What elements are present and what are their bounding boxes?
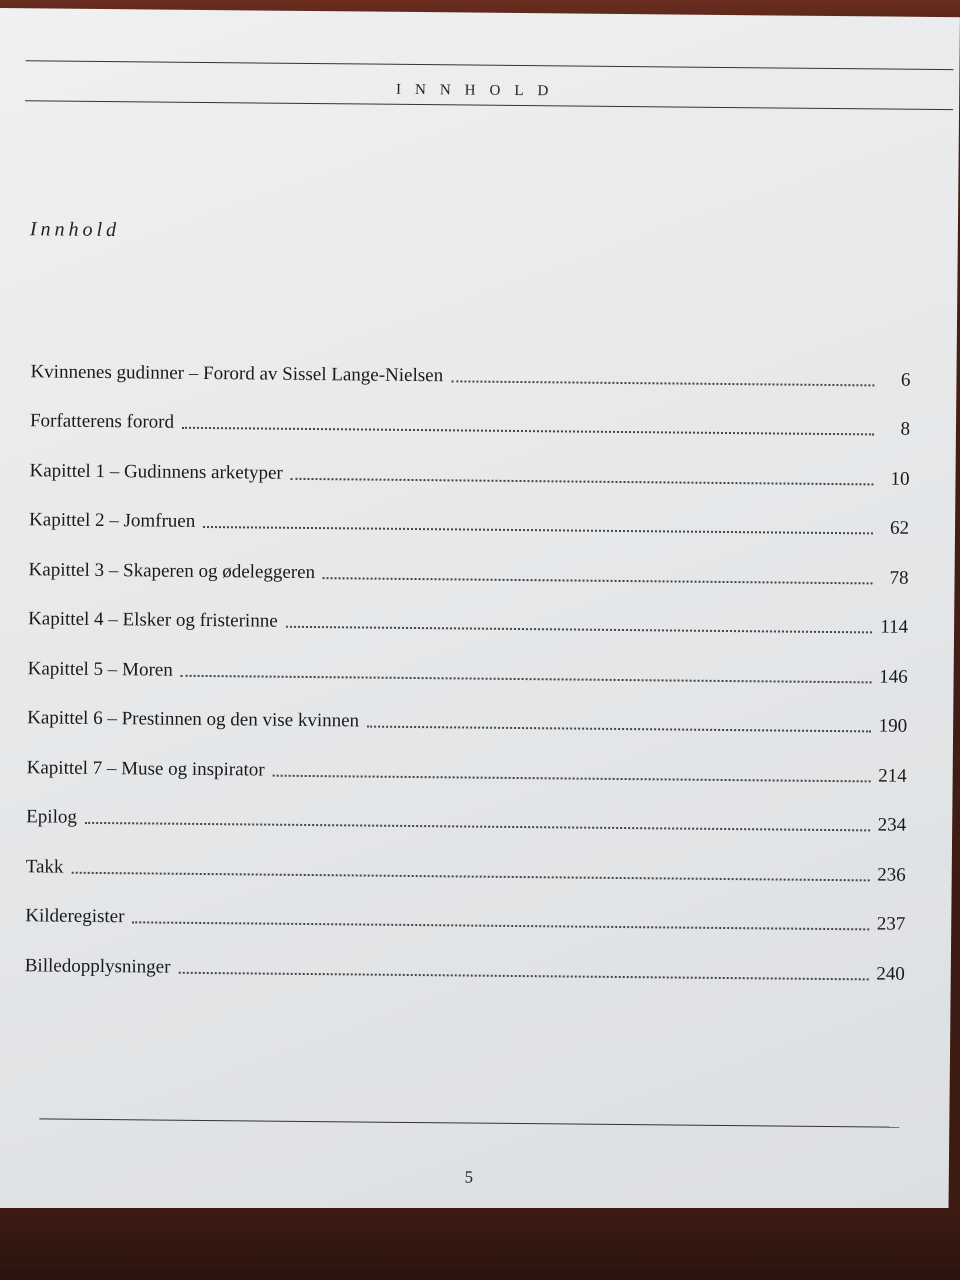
toc-entry-label: Epilog [26, 806, 78, 828]
toc-entry-page: 114 [880, 616, 909, 638]
header-rule-upper [25, 60, 953, 70]
toc-entry-page: 234 [877, 814, 907, 836]
toc-entry[interactable] [25, 927, 905, 985]
toc-entry[interactable] [28, 630, 908, 688]
toc-entry-label: Kapittel 2 – Jomfruen [28, 509, 196, 532]
toc-entry-label: Kilderegister [25, 905, 125, 928]
toc-entry[interactable] [29, 482, 909, 540]
dot-leader [273, 773, 871, 782]
toc-entry-page: 10 [890, 468, 910, 490]
toc-entry-page: 240 [876, 962, 905, 985]
toc-entry-label: Kvinnenes gudinner – Forord av Sissel Lange-Nielsen [30, 360, 444, 386]
page-number: 5 [464, 1167, 474, 1187]
toc-entry[interactable] [28, 581, 908, 639]
toc-entry[interactable] [27, 729, 907, 787]
toc-entry-label: Kapittel 1 – Gudinnens arketyper [29, 459, 283, 484]
toc-entry-page: 8 [900, 418, 911, 440]
toc-entry-page: 146 [879, 665, 908, 688]
footer-rule [39, 1118, 899, 1127]
background-surface [0, 1208, 960, 1280]
toc-entry-label: Kapittel 3 – Skaperen og ødeleggeren [28, 558, 316, 583]
dot-leader [286, 625, 872, 634]
toc-entry-label: Takk [25, 855, 64, 878]
toc-entry[interactable] [29, 432, 909, 490]
toc-entry-page: 62 [889, 517, 910, 539]
toc-entry[interactable] [26, 779, 906, 837]
dot-leader [291, 476, 874, 485]
dot-leader [367, 725, 871, 733]
book-page [0, 8, 960, 1222]
toc-entry[interactable] [26, 828, 906, 886]
toc-entry-page: 190 [878, 715, 908, 737]
dot-leader [451, 379, 874, 386]
toc-entry[interactable] [30, 383, 910, 441]
toc-entry[interactable] [29, 531, 909, 589]
toc-entry-page: 236 [877, 863, 906, 886]
toc-entry-label: Kapittel 4 – Elsker og fristerinne [28, 608, 278, 632]
dot-leader [178, 970, 868, 980]
toc-entry[interactable] [25, 878, 905, 936]
running-head: INNHOLD [395, 81, 563, 100]
toc-entry-label: Kapittel 7 – Muse og inspirator [26, 756, 265, 781]
toc-entry[interactable] [30, 333, 910, 391]
table-of-contents [25, 333, 911, 985]
toc-entry-label: Forfatterens forord [29, 410, 175, 433]
toc-entry-page: 78 [889, 567, 909, 589]
section-title: Innhold [29, 218, 121, 242]
toc-entry-label: Billedopplysninger [24, 954, 171, 978]
toc-entry-label: Kapittel 5 – Moren [27, 657, 173, 681]
toc-entry-page: 214 [878, 764, 907, 787]
dot-leader [323, 576, 873, 584]
toc-entry-page: 6 [900, 369, 911, 391]
toc-entry-label: Kapittel 6 – Prestinnen og den vise kvinnen [27, 707, 360, 732]
toc-entry[interactable] [27, 680, 907, 738]
toc-entry-page: 237 [876, 913, 906, 935]
